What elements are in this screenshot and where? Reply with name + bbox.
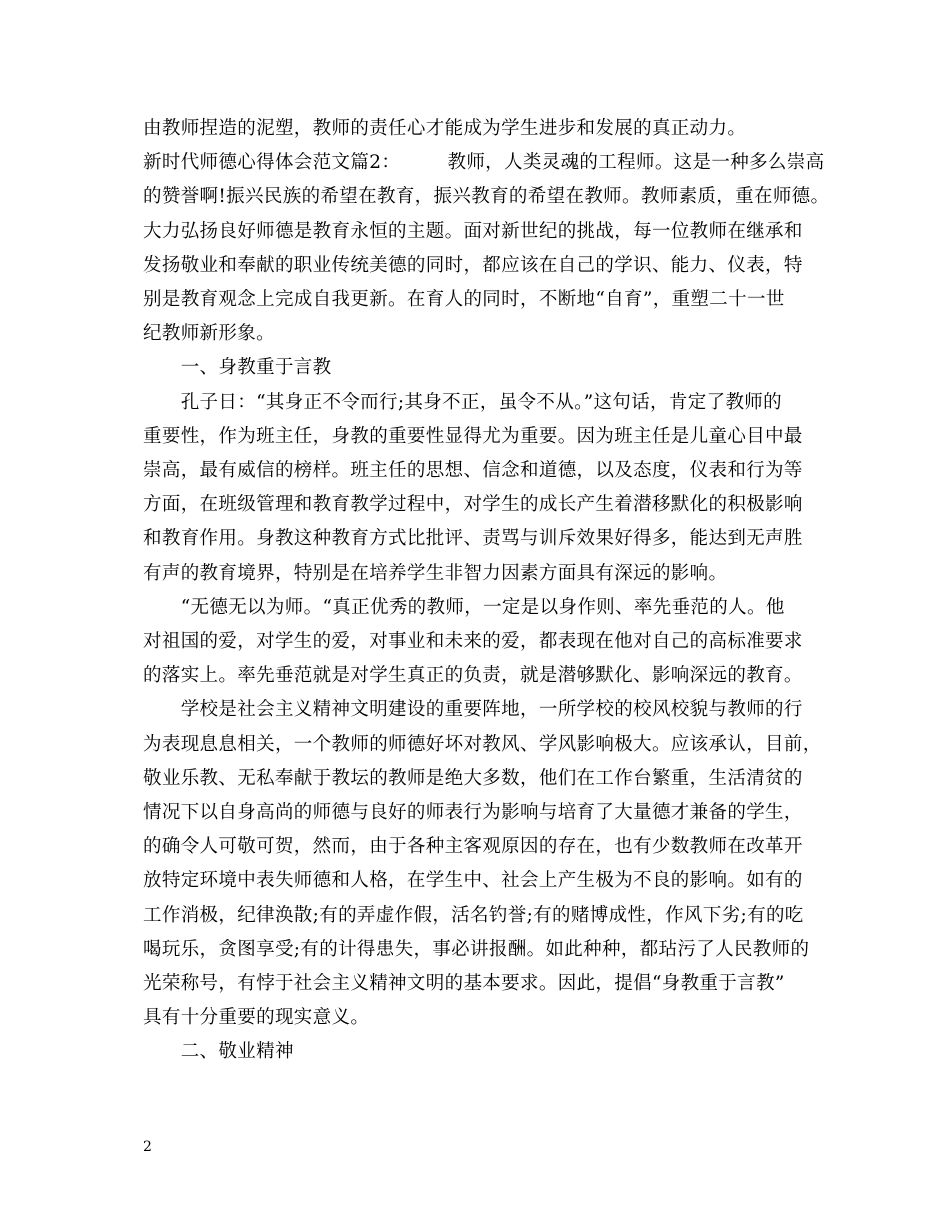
text-line: 发扬敬业和奉献的职业传统美德的同时，都应该在自己的学识、能力、仪表，特 xyxy=(143,255,803,276)
text-line: 方面，在班级管理和教育教学过程中，对学生的成长产生着潜移默化的积极影响 xyxy=(143,494,803,515)
text-line: 学校是社会主义精神文明建设的重要阵地，一所学校的校风校貌与教师的行 xyxy=(143,699,803,720)
text-line: 别是教育观念上完成自我更新。在育人的同时，不断地“自育”，重塑二十一世 xyxy=(143,289,785,310)
text-line: 重要性，作为班主任，身教的重要性显得尤为重要。因为班主任是儿童心目中最 xyxy=(143,426,803,447)
text-line: 新时代师德心得体会范文篇2： 教师，人类灵魂的工程师。这是一种多么崇高 xyxy=(143,152,825,173)
text-line: 放特定环境中表失师德和人格，在学生中、社会上产生极为不良的影响。如有的 xyxy=(143,870,803,891)
page-number: 2 xyxy=(143,1139,152,1155)
text-line: 由教师捏造的泥塑，教师的责任心才能成为学生进步和发展的真正动力。 xyxy=(143,118,747,139)
text-line: 二、敬业精神 xyxy=(143,1041,294,1062)
text-line: 一、身教重于言教 xyxy=(143,357,332,378)
text-line: 有声的教育境界，特别是在培养学生非智力因素方面具有深远的影响。 xyxy=(143,563,728,584)
text-line: 对祖国的爱，对学生的爱，对事业和未来的爱，都表现在他对自己的高标准要求 xyxy=(143,631,803,652)
text-line: 的确令人可敬可贺，然而，由于各种主客观原因的存在，也有少数教师在改革开 xyxy=(143,836,803,857)
text-line: 喝玩乐，贪图享受;有的计得患失，事必讲报酬。如此种种，都玷污了人民教师的 xyxy=(143,939,810,960)
text-line: “无德无以为师。“真正优秀的教师，一定是以身作则、率先垂范的人。他 xyxy=(143,597,785,618)
text-line: 敬业乐教、无私奉献于教坛的教师是绝大多数，他们在工作台繁重，生活清贫的 xyxy=(143,768,803,789)
text-line: 纪教师新形象。 xyxy=(143,323,275,344)
text-line: 崇高，最有威信的榜样。班主任的思想、信念和道德，以及态度，仪表和行为等 xyxy=(143,460,803,481)
text-line: 的落实上。率先垂范就是对学生真正的负责，就是潜够默化、影响深远的教育。 xyxy=(143,665,803,686)
text-line: 的赞誉啊!振兴民族的希望在教育，振兴教育的希望在教师。教师素质，重在师德。 xyxy=(143,186,830,207)
text-line: 和教育作用。身教这种教育方式比批评、责骂与训斥效果好得多，能达到无声胜 xyxy=(143,528,803,549)
text-line: 情况下以自身高尚的师德与良好的师表行为影响与培育了大量德才兼备的学生， xyxy=(143,802,803,823)
text-line: 工作消极，纪律涣散;有的弄虚作假，活名钓誉;有的赌博成性，作风下劣;有的吃 xyxy=(143,905,804,926)
text-line: 光荣称号，有悖于社会主义精神文明的基本要求。因此，提倡“身教重于言教” xyxy=(143,973,785,994)
text-line: 具有十分重要的现实意义。 xyxy=(143,1007,370,1028)
text-line: 孔子日：“其身正不令而行;其身不正，虽令不从。”这句话，肯定了教师的 xyxy=(143,392,783,413)
text-line: 大力弘扬良好师德是教育永恒的主题。面对新世纪的挑战，每一位教师在继承和 xyxy=(143,221,803,242)
text-line: 为表现息息相关，一个教师的师德好坏对教风、学风影响极大。应该承认，目前， xyxy=(143,734,822,755)
